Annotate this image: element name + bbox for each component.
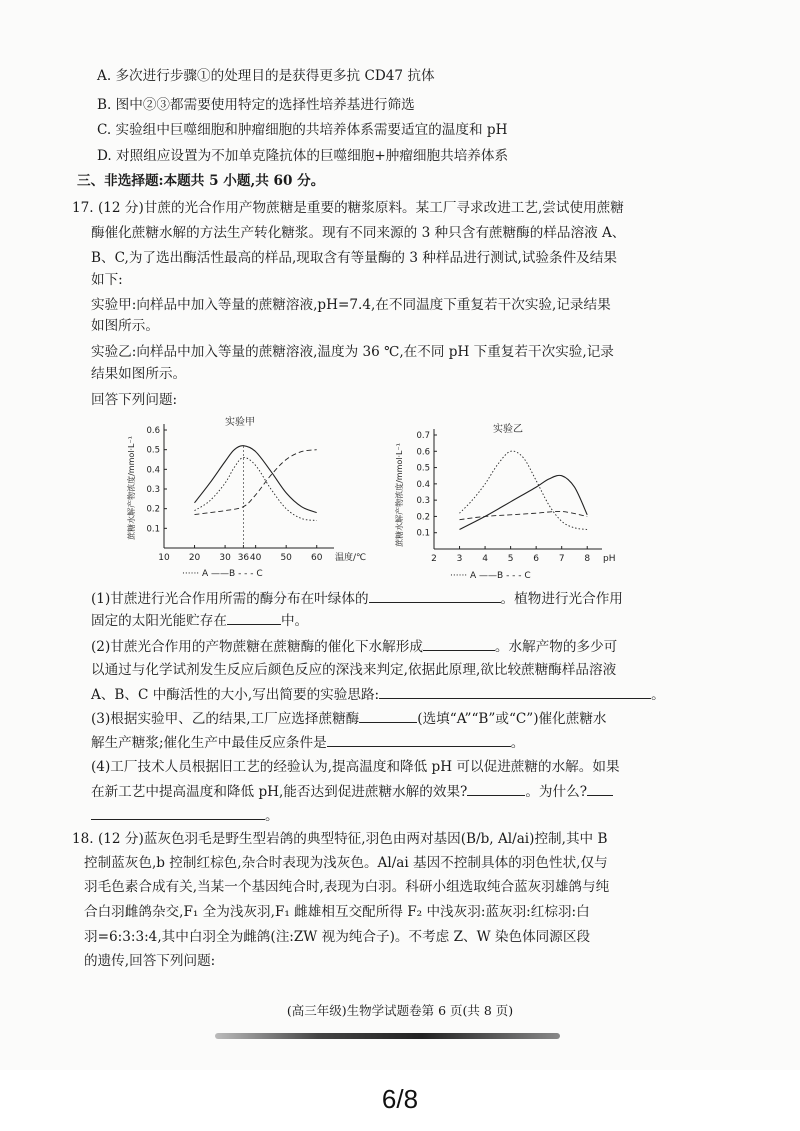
option-b: B. 图中②③都需要使用特定的选择性培养基进行筛选 (97, 97, 415, 113)
q17-sub2-text: A、B、C 中酶活性的大小,写出简要的实验思路: (91, 687, 380, 703)
y-tick-label: 0.5 (146, 445, 160, 456)
q17-sub1-text: 。植物进行光合作用 (500, 591, 623, 607)
q17-sub4-text: 。 (265, 808, 279, 824)
x-tick-label: 50 (280, 553, 292, 563)
q17-sub2-text: 。 (651, 687, 665, 703)
option-a: A. 多次进行步骤①的处理目的是获得更多抗 CD47 抗体 (97, 68, 435, 84)
section-header: 三、非选择题:本题共 5 小题,共 60 分。 (77, 173, 325, 189)
x-tick-label: 30 (219, 553, 231, 563)
y-tick-label: 0.1 (416, 528, 430, 539)
answer-blank[interactable] (91, 805, 265, 820)
y-tick-label: 0.6 (146, 426, 160, 436)
series-line-c (460, 511, 588, 519)
q17-sub1-line1 (91, 588, 623, 609)
x-axis-label: 温度/℃ (335, 553, 367, 563)
answer-blank[interactable] (359, 708, 417, 723)
x-tick-label: 36 (237, 553, 250, 563)
x-tick-label: 8 (584, 554, 591, 564)
chart-legend: ······ A ——B - - - C (450, 571, 531, 581)
y-axis-label: 蔗糖水解产物浓度/mmol·L⁻¹ (127, 436, 136, 540)
q17-line: 实验甲:向样品中加入等量的蔗糖溶液,pH=7.4,在不同温度下重复若干次实验,记录结果 (91, 297, 611, 313)
q17-sub3-text: 。 (510, 735, 525, 751)
q18-line: 的遗传,回答下列问题: (84, 953, 216, 969)
chart-title: 实验乙 (493, 424, 523, 435)
chart-legend: ······ A ——B - - - C (182, 569, 263, 579)
q18-line: 18. (12 分)蓝灰色羽毛是野生型岩鸽的典型特征,羽色由两对基因(B/b, Al/ai)控制,其中 B (72, 831, 608, 847)
q17-sub4-line2 (91, 781, 613, 802)
option-c: C. 实验组中巨噬细胞和肿瘤细胞的共培养体系需要适宜的温度和 pH (97, 122, 508, 138)
q17-line: 17. (12 分)甘蔗的光合作用产物蔗糖是重要的糖浆原料。某工厂寻求改进工艺,尝试使用蔗糖 (72, 200, 624, 216)
q17-line: 回答下列问题: (91, 392, 178, 408)
q17-sub1-text: 中。 (280, 613, 309, 629)
series-line-a (460, 451, 588, 529)
answer-blank[interactable] (369, 588, 501, 603)
q17-sub1-text: (1)甘蔗进行光合作用所需的酶分布在叶绿体的 (91, 591, 369, 607)
y-tick-label: 0.6 (416, 447, 430, 458)
answer-blank[interactable] (423, 636, 495, 651)
x-tick-label: 3 (456, 554, 463, 564)
series-line-b (195, 446, 317, 513)
answer-blank[interactable] (327, 732, 511, 747)
q17-sub3-text: (3)根据实验甲、乙的结果,工厂应选择蔗糖酶 (91, 711, 360, 727)
x-tick-label: 4 (482, 554, 488, 564)
y-tick-label: 0.3 (146, 485, 160, 495)
series-line-a (195, 457, 317, 520)
q17-sub2-text: 。水解产物的多少可 (494, 639, 618, 655)
q18-line: 羽毛色素合成有关,当某一个基因纯合时,表现为白羽。科研小组选取纯合蓝灰羽雄鸽与纯 (84, 879, 610, 895)
y-tick-label: 0.2 (416, 512, 430, 523)
y-tick-label: 0.4 (146, 465, 160, 476)
q17-line: 如图所示。 (91, 318, 159, 334)
y-tick-label: 0.1 (146, 524, 160, 535)
q17-line: 酶催化蔗糖水解的方法生产转化糖浆。现有不同来源的 3 种只含有蔗糖酶的样品溶液 A、 (91, 225, 626, 241)
answer-blank[interactable] (379, 684, 651, 699)
y-tick-label: 0.7 (416, 431, 430, 441)
answer-blank[interactable] (467, 781, 525, 796)
q17-sub3-text: 解生产糖浆;催化生产中最佳反应条件是 (91, 735, 327, 751)
x-tick-label: 40 (249, 553, 262, 563)
answer-blank[interactable] (227, 610, 281, 625)
q17-sub1-text: 固定的太阳光能贮存在 (91, 613, 227, 629)
scan-smudge (215, 1033, 560, 1039)
q17-sub3-text: (选填“A”“B”或“C”)催化蔗糖水 (417, 711, 607, 727)
q17-line: 结果如图所示。 (91, 366, 187, 382)
answer-blank[interactable] (587, 781, 613, 796)
y-tick-label: 0.2 (146, 504, 160, 515)
x-tick-label: 5 (507, 554, 514, 564)
x-tick-label: 7 (558, 554, 565, 564)
q17-sub2-line1 (91, 636, 617, 657)
q18-line: 羽=6:3:3:4,其中白羽全为雌鸽(注:ZW 视为纯合子)。不考虑 Z、W 染色体同源区段 (84, 929, 591, 945)
y-tick-label: 0.3 (416, 496, 430, 507)
series-line-b (460, 475, 588, 529)
q17-sub4-line1: (4)工厂技术人员根据旧工艺的经验认为,提高温度和降低 pH 可以促进蔗糖的水解。如果 (91, 759, 620, 775)
chart-title: 实验甲 (225, 417, 255, 428)
q18-line: 合白羽雌鸽杂交,F₁ 全为浅灰羽,F₁ 雌雄相互交配所得 F₂ 中浅灰羽:蓝灰羽:红棕羽:白 (84, 904, 590, 920)
y-tick-label: 0.5 (416, 463, 430, 474)
x-tick-label: 6 (533, 554, 540, 564)
x-tick-label: 60 (311, 553, 323, 563)
x-tick-label: 20 (188, 553, 201, 563)
q17-sub4-line3 (91, 805, 279, 826)
y-tick-label: 0.4 (416, 479, 430, 490)
x-axis-label: pH (603, 554, 616, 564)
q17-sub3-line2 (91, 732, 524, 753)
q17-sub3-line1 (91, 708, 607, 729)
q18-line: 控制蓝灰色,b 控制红棕色,杂合时表现为浅灰色。Al/ai 基因不控制具体的羽色性状,仅与 (84, 855, 608, 871)
q17-sub4-text: 。为什么? (525, 784, 588, 800)
q17-line: 如下: (91, 272, 123, 288)
q17-sub2-line2: 以通过与化学试剂发生反应后颜色反应的深浅来判定,依据此原理,欲比较蔗糖酶样品溶液 (91, 662, 617, 678)
q17-sub2-text: (2)甘蔗光合作用的产物蔗糖在蔗糖酶的催化下水解形成 (91, 639, 423, 655)
x-tick-label: 2 (431, 554, 437, 564)
page-footer: (高三年级)生物学试题卷第 6 页(共 8 页) (286, 1003, 514, 1018)
option-d: D. 对照组应设置为不加单克隆抗体的巨噬细胞+肿瘤细胞共培养体系 (97, 148, 509, 164)
page-number: 6/8 (381, 1084, 419, 1114)
q17-line: 实验乙:向样品中加入等量的蔗糖溶液,温度为 36 ℃,在不同 pH 下重复若干次实验,记录 (91, 344, 614, 360)
chart-experiment-jia (120, 408, 370, 583)
q17-sub4-text: 在新工艺中提高温度和降低 pH,能否达到促进蔗糖水解的效果? (91, 784, 468, 800)
x-tick-label: 10 (158, 553, 170, 563)
q17-sub2-line3 (91, 684, 665, 705)
q17-line: B、C,为了选出酶活性最高的样品,现取含有等量酶的 3 种样品进行测试,试验条件及结果 (91, 250, 617, 266)
chart-experiment-yi (390, 415, 640, 587)
y-axis-label: 蔗糖水解产物浓度/mmol·L⁻¹ (395, 443, 404, 547)
q17-sub1-line2 (91, 610, 308, 631)
